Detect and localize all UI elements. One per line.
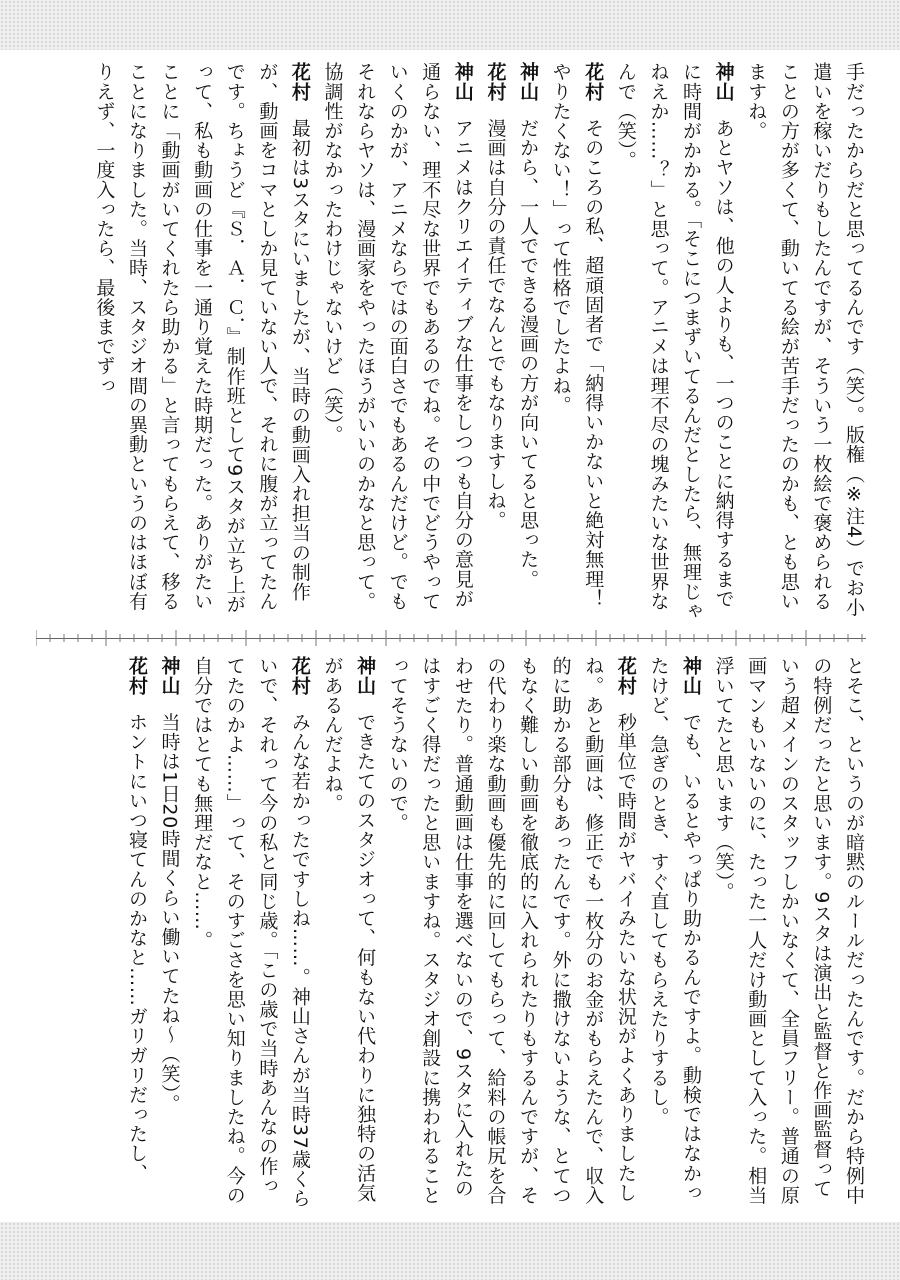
speaker-name: 花村 [582, 62, 605, 102]
dialogue-text: あとヤソは、他の人よりも、一つのことに納得するまでに時間がかかる。「そこにつまずいてるんだとしたら、無理じゃねえか……？」と思って。アニメは理不尽の塊みたいな世界なんで（笑）。 [614, 62, 735, 621]
dialogue-text: 漫画は自分の責任でなんとでもなりますしね。 [484, 118, 507, 530]
dialogue-paragraph [186, 656, 316, 1212]
dialogue-paragraph [316, 62, 479, 622]
speaker-name: 花村 [484, 62, 507, 102]
dialogue-paragraph [479, 62, 512, 622]
dialogue-paragraph [544, 62, 609, 622]
dialogue-paragraph [642, 656, 707, 1212]
speaker-name: 花村 [125, 656, 148, 696]
interview-column-bottom [30, 656, 870, 1212]
speaker-name: 花村 [614, 656, 637, 696]
dialogue-text: だから、一人でできる漫画の方が向いてると思った。 [517, 118, 540, 589]
dialogue-paragraph [316, 656, 381, 1212]
dialogue-text: 手だったからだと思ってるんです（笑）。版権（※注4）でお小遣いを稼いだりもしたんですが、そういう一枚絵で褒められることの方が多くて、動いてる絵が苦手だったのかも、とも思いますね。 [745, 62, 865, 617]
page-edge-top [0, 0, 900, 50]
speaker-name: 神山 [354, 656, 377, 696]
dialogue-text: ホントにいつ寝てんのかなと……ガリガリだったし、 [125, 712, 148, 1183]
speaker-name: 神山 [517, 62, 540, 102]
dialogue-text: できたてのスタジオって、何もない代わりに独特の活気があるんだよね。 [321, 656, 377, 1203]
dialogue-text: 最初は3スタにいましたが、当時の動画入れ担当の制作が、動画をコマとしか見ていない人で、それに腹が立ってたんです。ちょうど『Ｓ．Ａ．Ｃ．』制作班として9スタが立ち上がって、私も動画の仕事を一通り覚えた時期だった。ありがたいことに「動画がいてくれたら助かる」と言ってもらえて、移ることになりました。当時、スタジオ間の異動というのはほぼ有りえず、一度入ったら、最後までずっ [93, 62, 311, 614]
interview-column-top [30, 62, 870, 622]
dialogue-text: アニメはクリエイティブな仕事をしつつも自分の意見が通らない、理不尽な世界でもあるのでね。その中でどうやっていくのかが、アニメならではの面白さでもあるんだけど。でもそれならヤソは、漫画家をやったほうがいいのかなと思って。協調性がなかったわけじゃないけど（笑）。 [321, 62, 474, 611]
dialogue-paragraph [381, 656, 642, 1212]
speaker-name: 神山 [680, 656, 703, 696]
dialogue-text: 秒単位で時間がヤバイみたいな状況がよくありましたしね。あと動画は、修正でも一枚分のお金がもらえたんで、収入的に助かる部分もあったんです。外に撒けないような、とてつもなく難しい動画を徹底的に入れられたりもするんですが、その代わり楽な動画も優先的に回してもらって、給料の帳尻を合わせたり。普通動画は仕事を選べないので、9スタに入れたのはすごく得だったと思いますね。スタジオ創設に携われることってそうないので。 [386, 656, 637, 1205]
speaker-name: 花村 [288, 62, 311, 102]
dialogue-paragraph [88, 62, 316, 622]
column-divider-ruler [36, 628, 866, 648]
dialogue-text: とそこ、というのが暗黙のルールだったんです。だから特例中の特例だったと思います。9スタは演出と監督と作画監督っていう超メインのスタッフしかいなくて、全員フリー。普通の原画マンもいないのに、たった一人だけ動画として入った。相当浮いてたと思います（笑）。 [712, 656, 865, 1205]
speaker-name: 神山 [158, 656, 181, 696]
dialogue-paragraph [609, 62, 739, 622]
dialogue-text: そのころの私、超頑固者で「納得いかないと絶対無理！やりたくない！」って性格でしたよね。 [549, 62, 605, 609]
speaker-name: 神山 [712, 62, 735, 102]
dialogue-text: みんな若かったですしね……。神山さんが当時37歳くらいで、それって今の私と同じ歳。「この歳で当時あんなの作ってたのかよ……」って、そのすごさを思い知りましたね。今の自分ではとても無理だなと……。 [191, 656, 311, 1209]
dialogue-paragraph [120, 656, 153, 1212]
dialogue-text: 当時は1日20時間くらい働いてたね～（笑）。 [158, 712, 181, 1114]
dialogue-text: でも、いるとやっぱり助かるんですよ。動検ではなかったけど、急ぎのとき、すぐ直してもらえたりするし。 [647, 656, 703, 1203]
dialogue-paragraph [511, 62, 544, 622]
dialogue-paragraph [153, 656, 186, 1212]
dialogue-paragraph [707, 656, 870, 1212]
speaker-name: 花村 [288, 656, 311, 696]
dialogue-paragraph [740, 62, 870, 622]
speaker-name: 神山 [451, 62, 474, 102]
page-edge-bottom [0, 1222, 900, 1280]
